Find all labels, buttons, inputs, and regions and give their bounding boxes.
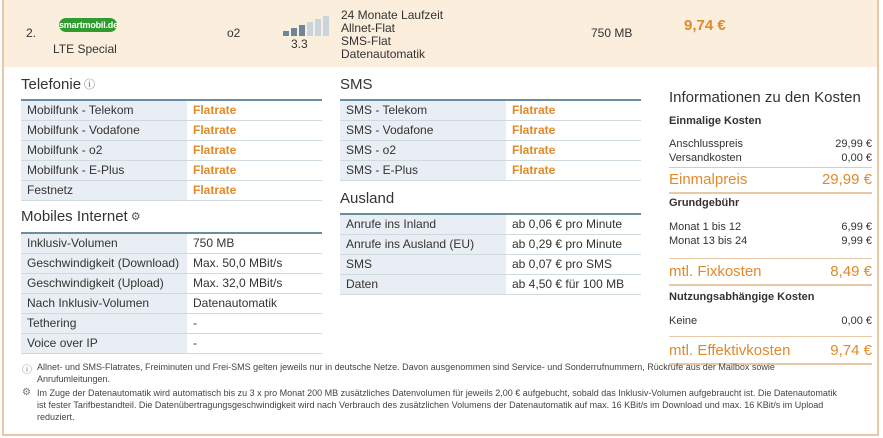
effektivkosten-value: 9,74 € bbox=[830, 342, 872, 359]
tariff-header[interactable] bbox=[4, 0, 877, 67]
divider bbox=[669, 284, 872, 286]
network-name: o2 bbox=[227, 26, 241, 40]
table-row: Mobilfunk - E-Plus Flatrate bbox=[21, 161, 322, 181]
telefonie-table bbox=[21, 99, 322, 201]
rank-number: 2. bbox=[26, 26, 37, 40]
gear-icon[interactable]: ⚙ bbox=[130, 211, 141, 223]
keine-value: 0,00 € bbox=[841, 315, 872, 327]
feature-4: Datenautomatik bbox=[341, 47, 426, 61]
table-row: SMS - E-Plus Flatrate bbox=[340, 161, 641, 181]
table-row: Mobilfunk - Vodafone Flatrate bbox=[21, 121, 322, 141]
table-row: Inklusiv-Volumen 750 MB bbox=[21, 234, 322, 254]
info-icon[interactable]: ⓘ bbox=[84, 79, 96, 91]
versand-value: 0,00 € bbox=[841, 152, 872, 164]
anschluss-value: 29,99 € bbox=[835, 138, 872, 150]
monat1-label: Monat 1 bis 12 bbox=[669, 221, 742, 233]
table-row: Anrufe ins Inland ab 0,06 € pro Minute bbox=[340, 215, 641, 235]
table-row: SMS - Telekom Flatrate bbox=[340, 101, 641, 121]
table-row: Geschwindigkeit (Download) Max. 50,0 MBit/s bbox=[21, 254, 322, 274]
table-row: Nach Inklusiv-Volumen Datenautomatik bbox=[21, 294, 322, 314]
versand-label: Versandkosten bbox=[669, 152, 742, 164]
divider bbox=[669, 336, 872, 337]
monat13-label: Monat 13 bis 24 bbox=[669, 235, 748, 247]
table-row: SMS - Vodafone Flatrate bbox=[340, 121, 641, 141]
table-row: Mobilfunk - o2 Flatrate bbox=[21, 141, 322, 161]
table-row: Anrufe ins Ausland (EU) ab 0,29 € pro Minute bbox=[340, 235, 641, 255]
table-row: SMS - o2 Flatrate bbox=[340, 141, 641, 161]
feature-1: 24 Monate Laufzeit bbox=[341, 8, 444, 22]
einmalpreis-label: Einmalpreis bbox=[669, 171, 748, 188]
divider bbox=[669, 258, 872, 259]
gear-icon: ⚙ bbox=[22, 387, 31, 398]
table-row: Geschwindigkeit (Upload) Max. 32,0 MBit/s bbox=[21, 274, 322, 294]
table-row: Daten ab 4,50 € für 100 MB bbox=[340, 275, 641, 295]
monat13-value: 9,99 € bbox=[841, 235, 872, 247]
data-volume: 750 MB bbox=[591, 26, 633, 40]
einmalpreis-value: 29,99 € bbox=[821, 171, 872, 188]
fixkosten-value: 8,49 € bbox=[830, 263, 872, 280]
anschluss-label: Anschlusspreis bbox=[669, 138, 743, 150]
grundgebuehr-heading: Grundgebühr bbox=[669, 197, 740, 209]
note-datenautomatik: Im Zuge der Datenautomatik wird automatisch bis zu 3 x pro Monat 200 MB zusätzliches Datenvolumen für jeweils 2,00 € aufgebucht, sobald das Inklusiv-Volumen aufgebraucht ist. Die Datenautomatik ist fester Tarifbestandteil. Die Datenübertragungsgeschwindigkeit wird nach Verbrauch des zusätzlichen Volumens der Datenautomatik auf max. 16 KBit/s im Download und max. 16 KBit/s im Upload reduziert. bbox=[37, 388, 837, 422]
einmalig-heading: Einmalige Kosten bbox=[669, 115, 762, 127]
divider bbox=[669, 192, 872, 194]
info-icon: ⓘ bbox=[22, 365, 32, 376]
cost-title: Informationen zu den Kosten bbox=[669, 89, 861, 106]
ausland-title: Ausland bbox=[340, 190, 395, 207]
monthly-price: 9,74 € bbox=[684, 17, 726, 34]
tariff-name: LTE Special bbox=[53, 42, 117, 56]
keine-label: Keine bbox=[669, 315, 698, 327]
telefonie-title: Telefonie ⓘ bbox=[21, 76, 96, 93]
internet-title: Mobiles Internet ⚙ bbox=[21, 208, 141, 225]
monat1-value: 6,99 € bbox=[841, 221, 872, 233]
network-signal-icon bbox=[283, 14, 337, 36]
nutzung-heading: Nutzungsabhängige Kosten bbox=[669, 291, 815, 303]
table-row: Tethering - bbox=[21, 314, 322, 334]
provider-logo: smartmobil.de bbox=[59, 20, 118, 30]
network-rating: 3.3 bbox=[291, 37, 308, 51]
internet-table bbox=[21, 232, 322, 354]
table-row: Mobilfunk - Telekom Flatrate bbox=[21, 101, 322, 121]
feature-3: SMS-Flat bbox=[341, 34, 392, 48]
table-row: Festnetz Flatrate bbox=[21, 181, 322, 201]
fixkosten-label: mtl. Fixkosten bbox=[669, 263, 762, 280]
table-row: SMS ab 0,07 € pro SMS bbox=[340, 255, 641, 275]
divider bbox=[669, 167, 872, 168]
table-row: Voice over IP - bbox=[21, 334, 322, 354]
sms-title: SMS bbox=[340, 76, 373, 93]
sms-table bbox=[340, 99, 641, 181]
note-flatrates: Allnet- und SMS-Flatrates, Freiminuten und Frei-SMS gelten jeweils nur in deutsche Netze. Davon ausgenommen sind Service- und Sonderrufnummern, Rückrufe aus der Mailbox sowie Anrufumleitungen. bbox=[37, 362, 775, 384]
effektivkosten-label: mtl. Effektivkosten bbox=[669, 342, 791, 359]
ausland-table bbox=[340, 213, 641, 295]
feature-2: Allnet-Flat bbox=[341, 21, 396, 35]
